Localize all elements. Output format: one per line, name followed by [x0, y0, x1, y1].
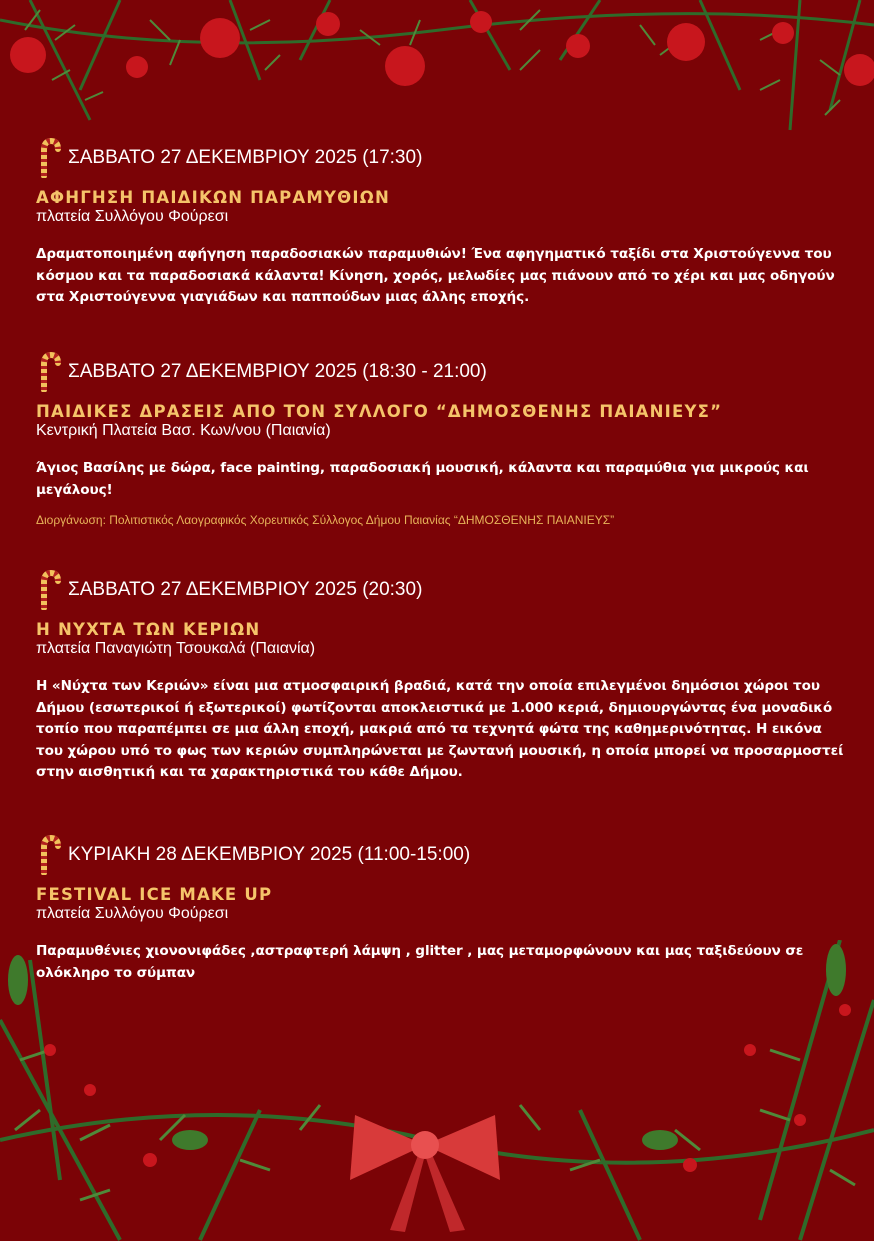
pine-garland-top: [0, 0, 874, 140]
event-location: πλατεία Συλλόγου Φούρεσι: [36, 905, 229, 922]
event-description: Άγιος Βασίλης με δώρα, face painting, παραδοσιακή μουσική, κάλαντα και παραμύθια για μικρούς και μεγάλους!: [36, 460, 809, 498]
event-title: FESTIVAL ICE MAKE UP: [36, 885, 273, 904]
pine-garland-bottom: [0, 940, 874, 1241]
candy-cane-icon: [36, 570, 62, 610]
event-2: [36, 352, 846, 527]
event-location: πλατεία Παναγιώτη Τσουκαλά (Παιανία): [36, 640, 316, 657]
ribbon-bow-icon: [350, 1115, 500, 1232]
event-title: ΑΦΗΓΗΣΗ ΠΑΙΔΙΚΩΝ ΠΑΡΑΜΥΘΙΩΝ: [36, 188, 390, 207]
ornaments: [10, 11, 874, 86]
event-1: [36, 138, 846, 309]
event-date: ΣΑΒΒΑΤΟ 27 ΔΕΚΕΜΒΡΙΟΥ 2025 (20:30): [68, 579, 423, 600]
event-location: πλατεία Συλλόγου Φούρεσι: [36, 208, 229, 225]
event-date: ΣΑΒΒΑΤΟ 27 ΔΕΚΕΜΒΡΙΟΥ 2025 (18:30 - 21:00): [68, 361, 487, 382]
event-title: Η ΝΥΧΤΑ ΤΩΝ ΚΕΡΙΩΝ: [36, 620, 261, 639]
event-date: ΚΥΡΙΑΚΗ 28 ΔΕΚΕΜΒΡΙΟΥ 2025 (11:00-15:00): [68, 844, 471, 865]
event-location: Κεντρική Πλατεία Βασ. Κων/νου (Παιανία): [36, 422, 331, 439]
event-description: Η «Νύχτα των Κεριών» είναι μια ατμοσφαιρική βραδιά, κατά την οποία επιλεγμένοι δημόσιοι χώροι του Δήμου (εσωτερικοί ή εξωτερικοί) φωτίζονται αποκλειστικά με 1.000 κεριά, δημιουργώντας ένα μοναδικό τοπίο που παραπέμπει σε μια άλλη εποχή, μακριά από τα τεχνητά φώτα της καθημερινότητας. Η εικόνα του χώρου υπό το φως των κεριών συμπληρώνεται με ζωντανή μουσική, η οποία μπορεί να προσαρμοστεί στην αισθητική και τα χαρακτηριστικά του κάθε Δήμου.: [36, 678, 844, 780]
event-description: Δραματοποιημένη αφήγηση παραδοσιακών παραμυθιών! Ένα αφηγηματικό ταξίδι στα Χριστούγεννα του κόσμου και τα παραδοσιακά κάλαντα! Κίνηση, χορός, μελωδίες μας πιάνουν από το χέρι και μας οδηγούν στα Χριστούγεννα γιαγιάδων και παππούδων μιας άλλης εποχής.: [36, 246, 835, 305]
event-organizer: Διοργάνωση: Πολιτιστικός Λαογραφικός Χορευτικός Σύλλογος Δήμου Παιανίας “ΔΗΜΟΣΘΕΝΗΣ ΠΑΙΑΝΙΕΥΣ”: [36, 513, 615, 527]
event-3: [36, 570, 846, 784]
event-description: Παραμυθένιες χιονονιφάδες ,αστραφτερή λάμψη , glitter , μας μεταμορφώνουν και μας ταξιδεύουν σε ολόκληρο το σύμπαν: [36, 943, 804, 981]
event-4: [36, 835, 846, 984]
candy-cane-icon: [36, 138, 62, 178]
candy-cane-icon: [36, 352, 62, 392]
event-title: ΠΑΙΔΙΚΕΣ ΔΡΑΣΕΙΣ ΑΠΟ ΤΟΝ ΣΥΛΛΟΓΟ “ΔΗΜΟΣΘΕΝΗΣ ΠΑΙΑΝΙΕΥΣ”: [36, 402, 723, 421]
candy-cane-icon: [36, 835, 62, 875]
event-date: ΣΑΒΒΑΤΟ 27 ΔΕΚΕΜΒΡΙΟΥ 2025 (17:30): [68, 147, 423, 168]
